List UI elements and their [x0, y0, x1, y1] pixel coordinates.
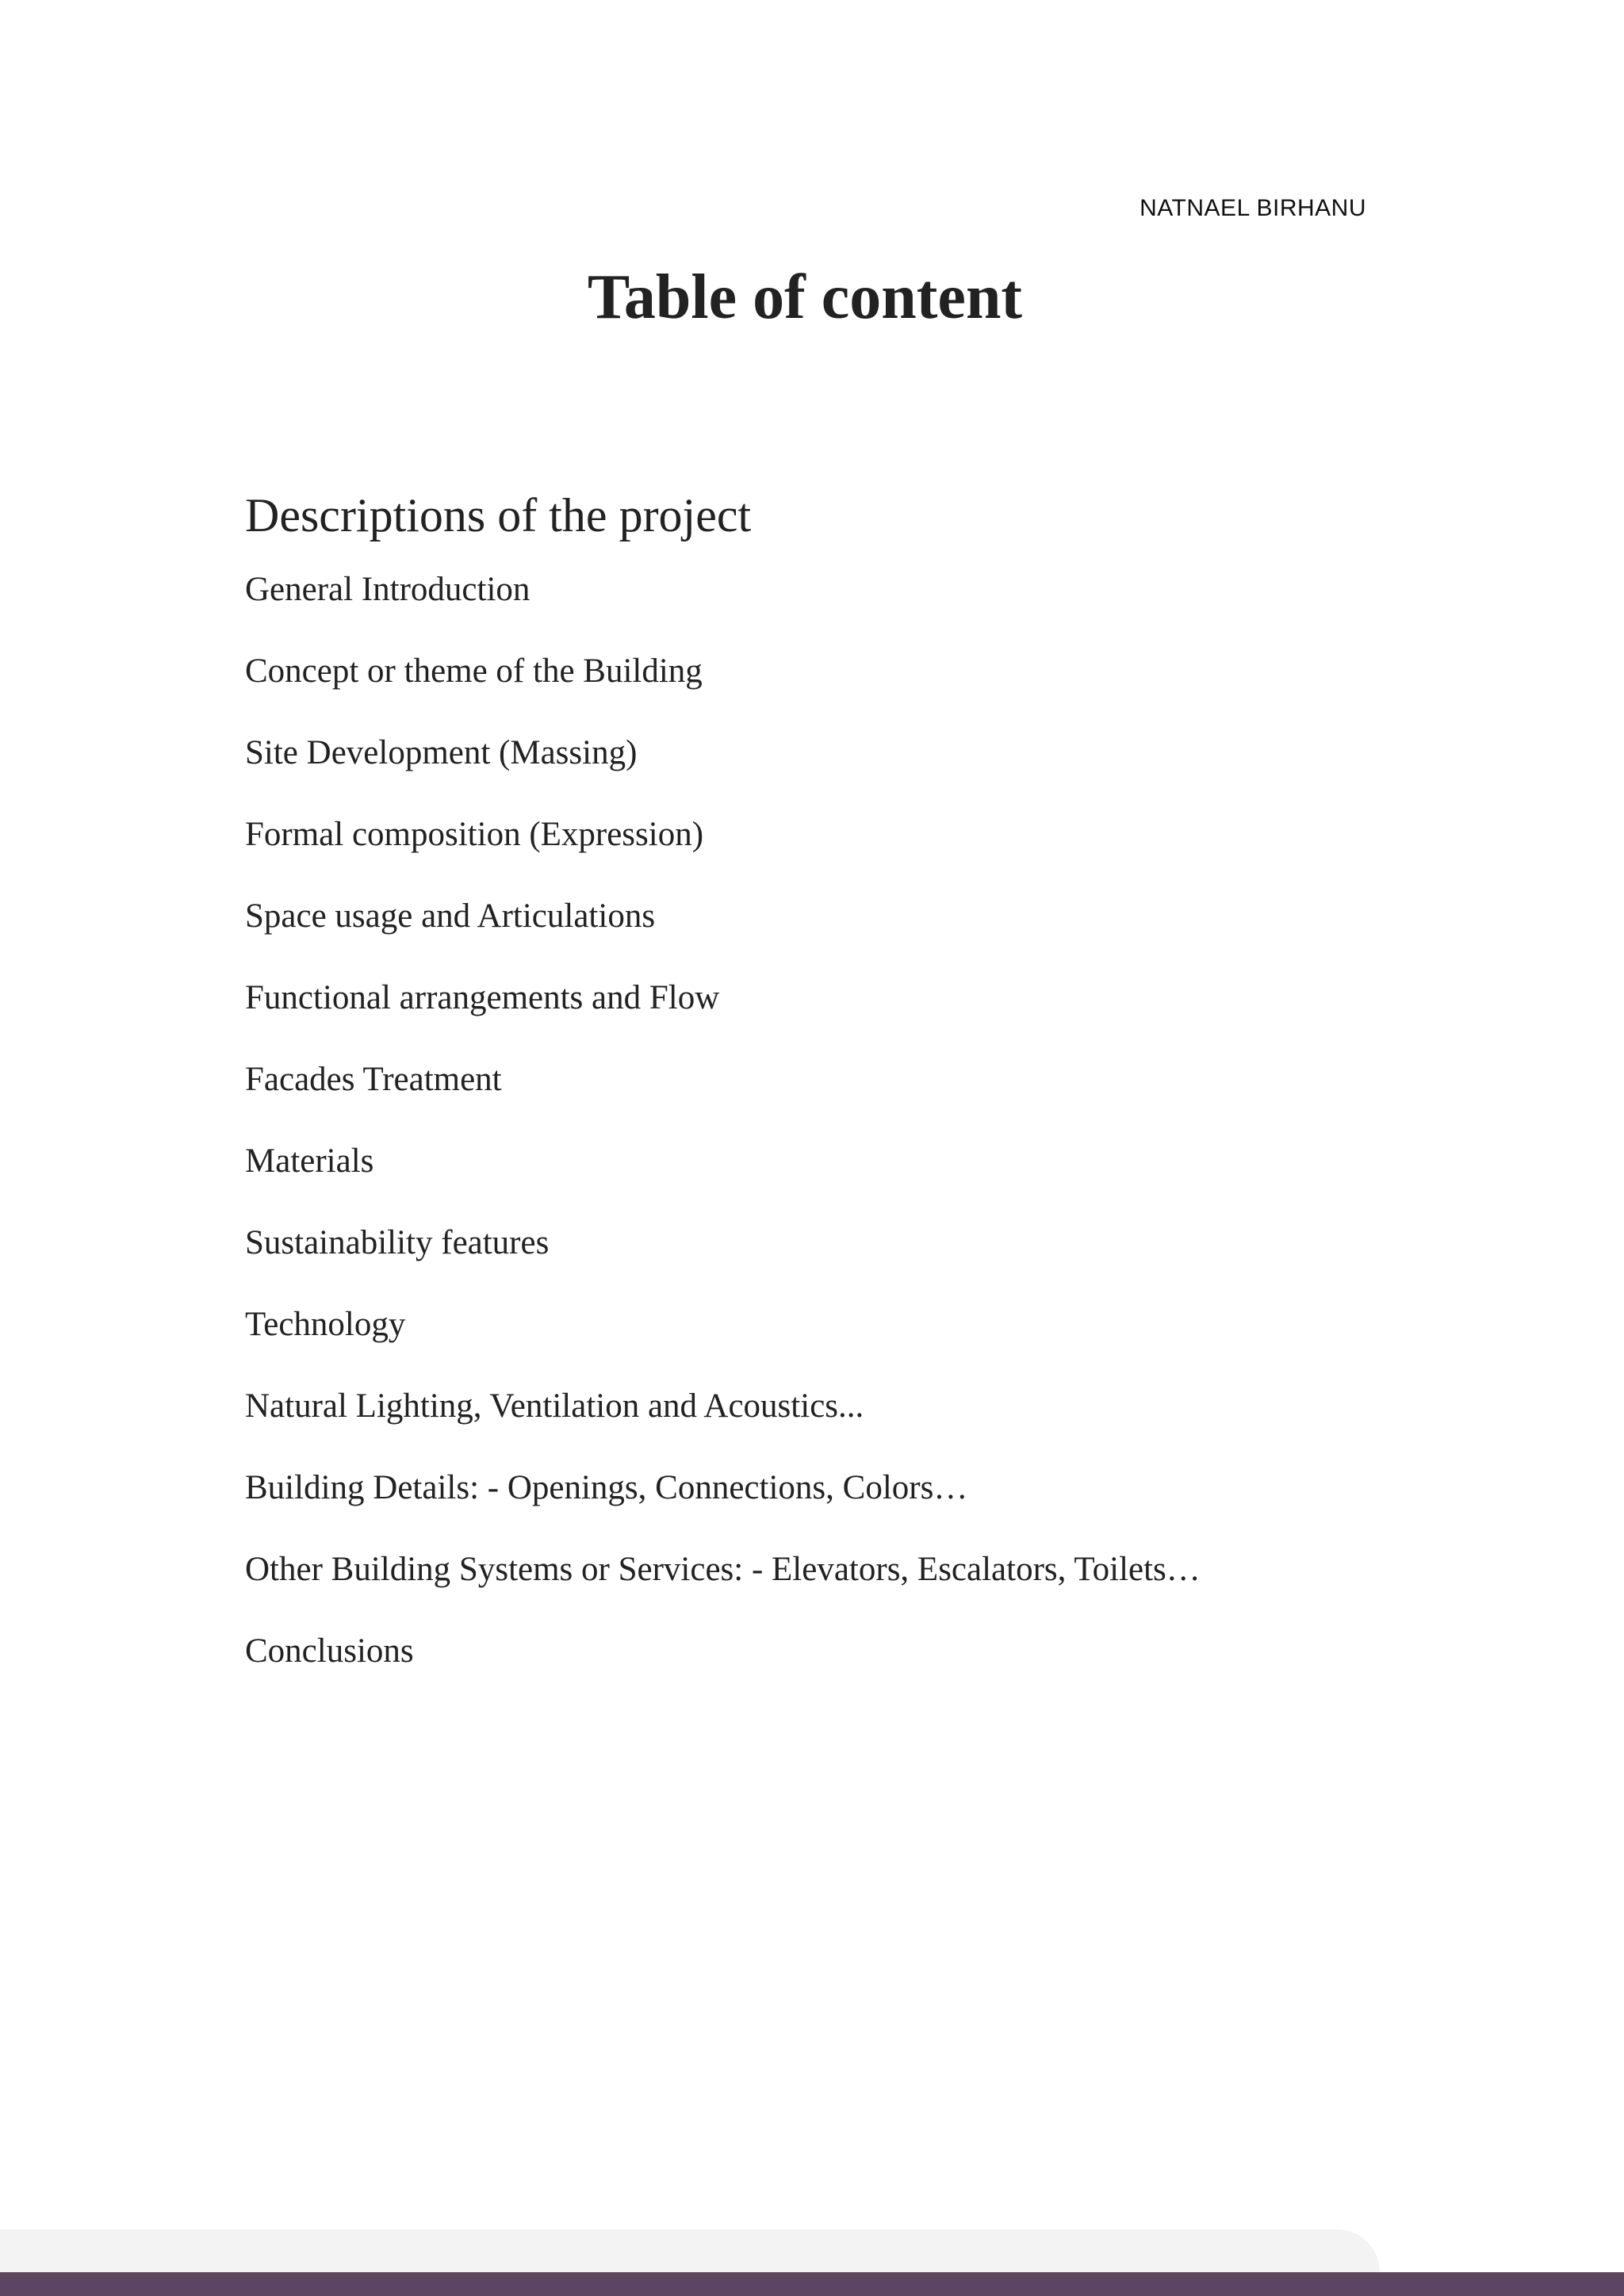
toc-item-site-development: Site Development (Massing) [245, 734, 638, 771]
header-author: NATNAEL BIRHANU [1139, 195, 1366, 221]
footer-panel [0, 2229, 1380, 2272]
toc-item-space-usage: Space usage and Articulations [245, 897, 656, 935]
toc-item-technology: Technology [245, 1306, 406, 1343]
toc-item-concept: Concept or theme of the Building [245, 652, 703, 690]
toc-item-conclusions: Conclusions [245, 1632, 414, 1670]
toc-item-facades-treatment: Facades Treatment [245, 1061, 502, 1098]
toc-item-materials: Materials [245, 1142, 374, 1180]
toc-list [245, 569, 1434, 1712]
toc-item-sustainability: Sustainability features [245, 1224, 550, 1261]
toc-item-functional-arrangements: Functional arrangements and Flow [245, 979, 720, 1016]
toc-section-heading: Descriptions of the project [245, 489, 752, 541]
table-of-contents [245, 484, 1434, 1712]
toc-item-natural-lighting: Natural Lighting, Ventilation and Acoustics... [245, 1387, 864, 1425]
toc-item-other-building-systems: Other Building Systems or Services: - Elevators, Escalators, Toilets… [245, 1551, 1201, 1588]
footer-bar [0, 2272, 1624, 2296]
toc-item-formal-composition: Formal composition (Expression) [245, 816, 704, 853]
page-title: Table of content [587, 262, 1023, 332]
toc-item-general-introduction: General Introduction [245, 571, 530, 608]
toc-item-building-details: Building Details: - Openings, Connections, Colors… [245, 1469, 968, 1506]
